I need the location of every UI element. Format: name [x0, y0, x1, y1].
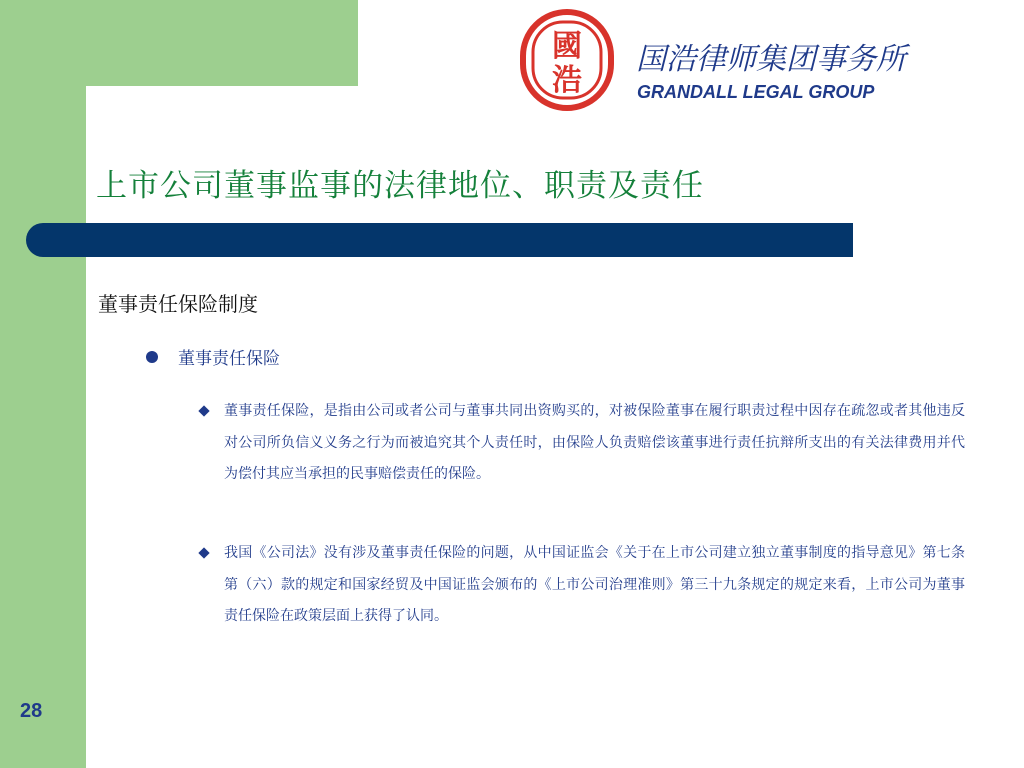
firm-name-english: GRANDALL LEGAL GROUP — [637, 82, 875, 102]
grandall-seal-logo — [517, 8, 617, 112]
seal-glyph-1: 國 — [552, 29, 582, 64]
diamond-bullet-icon — [198, 405, 209, 416]
bullet-level1-item — [146, 344, 280, 369]
slide-title: 上市公司董事监事的法律地位、职责及责任 — [96, 168, 704, 204]
seal-glyph-2: 浩 — [552, 63, 582, 98]
circle-bullet-icon — [146, 351, 158, 363]
section-heading: 董事责任保险制度 — [98, 292, 258, 316]
diamond-bullet-icon — [198, 547, 209, 558]
page-number: 28 — [20, 700, 43, 722]
bullet-paragraph — [200, 538, 965, 633]
title-underline-bar — [26, 223, 853, 257]
paragraph-text: 我国《公司法》没有涉及董事责任保险的问题，从中国证监会《关于在上市公司建立独立董事制度的指导意见》第七条第（六）款的规定和国家经贸及中国证监会颁布的《上市公司治理准则》第三十九条规定的规定来看，上市公司为董事责任保险在政策层面上获得了认同。 — [224, 545, 965, 624]
bullet-level1-text: 董事责任保险 — [178, 349, 280, 369]
firm-name-chinese: 国浩律师集团事务所 — [636, 42, 906, 77]
top-green-block — [86, 0, 358, 86]
bullet-paragraph — [200, 396, 965, 491]
left-green-band — [0, 0, 86, 768]
paragraph-text: 董事责任保险，是指由公司或者公司与董事共同出资购买的，对被保险董事在履行职责过程中因存在疏忽或者其他违反对公司所负信义义务之行为而被追究其个人责任时，由保险人负责赔偿该董事进行责任抗辩所支出的有关法律费用并代为偿付其应当承担的民事赔偿责任的保险。 — [224, 403, 965, 482]
